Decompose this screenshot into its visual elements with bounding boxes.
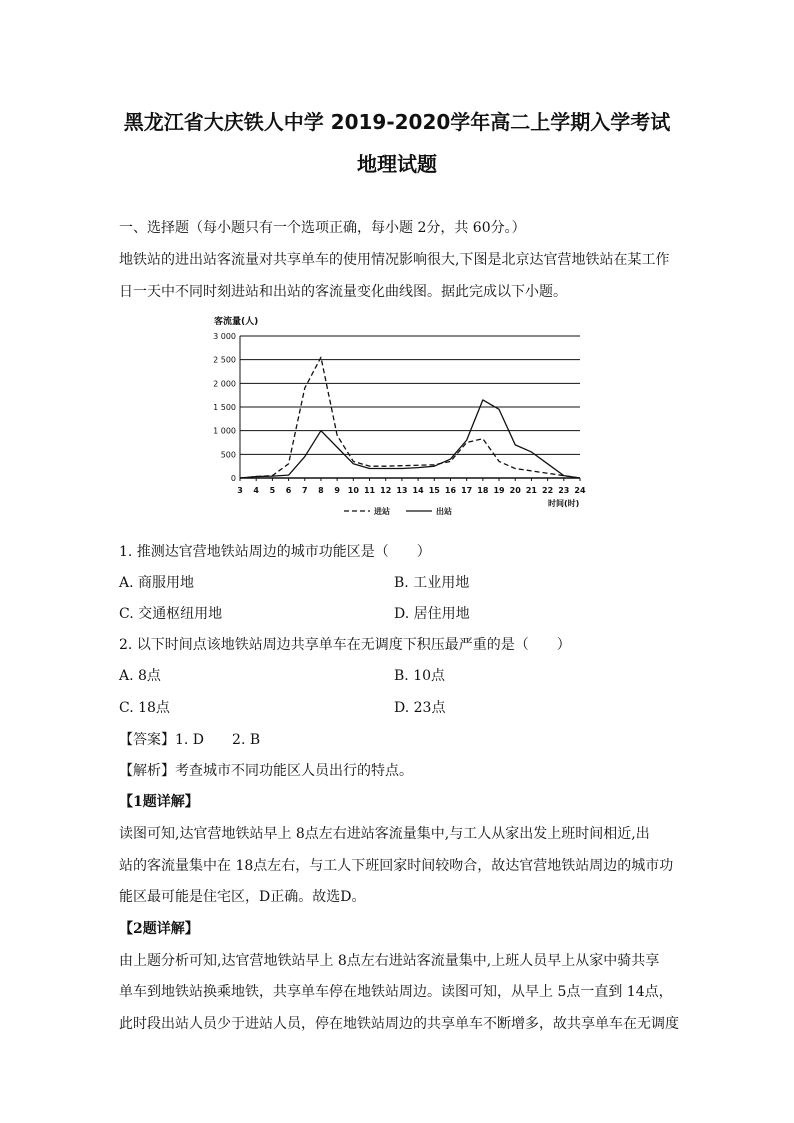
x-tick-label: 7 xyxy=(301,486,308,495)
detail-2-line-3: 此时段出站人员少于进站人员，停在地铁站周边的共享单车不断增多，故共享单车在无调度 xyxy=(119,1016,679,1032)
x-tick-label: 13 xyxy=(396,486,408,495)
x-tick-label: 19 xyxy=(493,486,505,495)
y-tick-label: 3 000 xyxy=(213,332,236,341)
q2-option-a: A. 8点 xyxy=(119,668,161,684)
section-heading: 一、选择题（每小题只有一个选项正确，每小题 2分，共 60分。） xyxy=(119,220,526,236)
passenger-flow-chart xyxy=(206,312,596,524)
x-tick-label: 12 xyxy=(380,486,392,495)
analysis-line: 【解析】考查城市不同功能区人员出行的特点。 xyxy=(119,763,413,779)
q1-option-d: D. 居住用地 xyxy=(394,606,470,622)
question-1-stem: 1. 推测达官营地铁站周边的城市功能区是（ ） xyxy=(119,544,431,560)
answer-line: 【答案】1. D 2. B xyxy=(119,732,261,748)
q2-option-b: B. 10点 xyxy=(394,668,446,684)
q2-option-c: C. 18点 xyxy=(119,700,170,716)
x-tick-label: 18 xyxy=(477,486,489,495)
detail-1-heading: 【1题详解】 xyxy=(119,794,199,810)
q2-option-d: D. 23点 xyxy=(394,700,446,716)
series-line-outbound xyxy=(240,400,580,478)
x-tick-label: 6 xyxy=(285,486,292,495)
x-tick-label: 10 xyxy=(347,486,359,495)
x-tick-label: 24 xyxy=(574,486,586,495)
q1-option-c: C. 交通枢纽用地 xyxy=(119,606,223,622)
x-tick-label: 9 xyxy=(334,486,340,495)
x-tick-label: 8 xyxy=(318,486,324,495)
detail-1-line-3: 能区最可能是住宅区，D正确。故选D。 xyxy=(119,889,366,905)
x-tick-label: 16 xyxy=(444,486,457,495)
y-axis-label: 客流量(人) xyxy=(214,317,259,327)
detail-1-line-1: 读图可知,达官营地铁站早上 8点左右进站客流量集中,与工人从家出发上班时间相近,出 xyxy=(119,826,650,842)
intro-line-1: 地铁站的进出站客流量对共享单车的使用情况影响很大,下图是北京达官营地铁站在某工作 xyxy=(119,252,670,268)
y-tick-label: 1 500 xyxy=(213,403,236,412)
x-tick-label: 3 xyxy=(237,486,243,495)
y-tick-label: 1 000 xyxy=(213,426,236,436)
y-tick-label: 2 500 xyxy=(213,355,236,365)
x-tick-label: 11 xyxy=(363,486,376,495)
question-2-stem: 2. 以下时间点该地铁站周边共享单车在无调度下积压最严重的是（ ） xyxy=(119,637,571,653)
x-tick-label: 23 xyxy=(558,486,570,495)
x-tick-label: 5 xyxy=(269,486,276,495)
y-tick-label: 0 xyxy=(230,474,236,483)
x-tick-label: 15 xyxy=(428,486,440,495)
x-tick-label: 17 xyxy=(461,486,473,495)
detail-2-heading: 【2题详解】 xyxy=(119,921,199,937)
detail-2-line-2: 单车到地铁站换乘地铁，共享单车停在地铁站周边。读图可知，从早上 5点一直到 14点， xyxy=(119,984,673,1000)
detail-2-line-1: 由上题分析可知,达官营地铁站早上 8点左右进站客流量集中,上班人员早上从家中骑共享 xyxy=(119,953,660,969)
x-tick-label: 21 xyxy=(525,486,537,495)
x-axis-label: 时间(时) xyxy=(548,499,580,508)
x-tick-label: 20 xyxy=(509,486,521,495)
x-tick-label: 22 xyxy=(542,486,554,495)
q1-option-b: B. 工业用地 xyxy=(394,575,470,591)
y-tick-label: 500 xyxy=(220,450,236,460)
legend-label: 出站 xyxy=(436,507,452,516)
q1-option-a: A. 商服用地 xyxy=(119,575,195,591)
legend-label: 进站 xyxy=(374,507,390,516)
y-tick-label: 2 000 xyxy=(213,379,236,389)
x-tick-label: 14 xyxy=(412,486,424,495)
document-subtitle: 地理试题 xyxy=(357,152,437,176)
x-tick-label: 4 xyxy=(253,486,259,495)
series-line-inbound xyxy=(240,357,580,478)
intro-line-2: 日一天中不同时刻进站和出站的客流量变化曲线图。据此完成以下小题。 xyxy=(119,284,567,300)
detail-1-line-2: 站的客流量集中在 18点左右，与工人下班回家时间较吻合，故达官营地铁站周边的城市功 xyxy=(119,858,674,874)
document-title: 黑龙江省大庆铁人中学 2019-2020学年高二上学期入学考试 xyxy=(123,110,671,134)
